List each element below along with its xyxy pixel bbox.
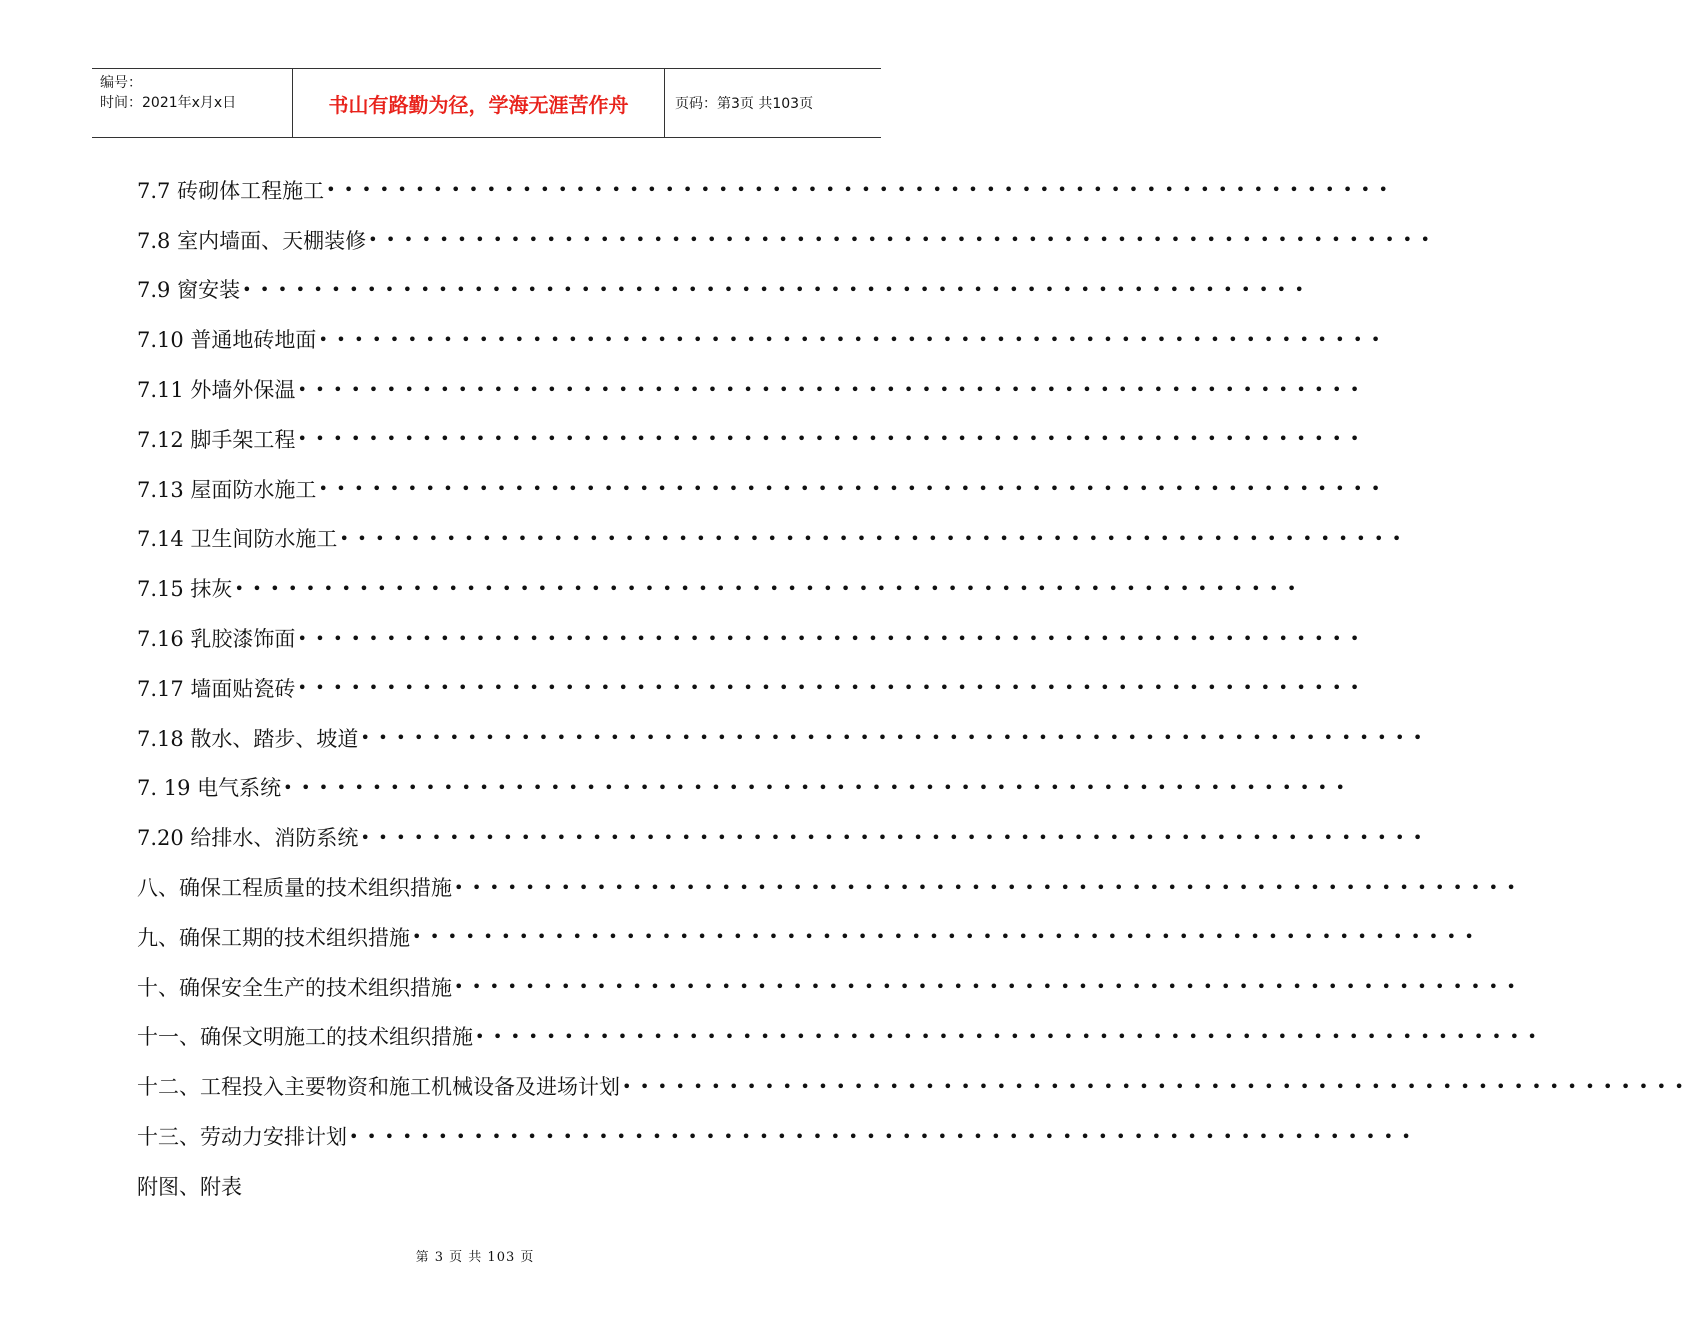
toc-entry (137, 613, 1368, 663)
toc-entry-label: 7.8 室内墙面、天棚装修 (137, 228, 367, 253)
toc-entry (137, 912, 1483, 962)
toc-entry-label: 7.18 散水、踏步、坡道 (137, 726, 359, 751)
toc-entry (137, 663, 1368, 713)
time-label: 时间：2021年x月x日 (100, 95, 237, 111)
header-meta (92, 69, 293, 137)
toc-dot-leader: •••••••••••••••••••••••••••••••••••••••••••••••••••••••••••• (297, 379, 1368, 399)
toc-entry (137, 265, 1313, 315)
toc-dot-leader: •••••••••••••••••••••••••••••••••••••••••••••••••••••••••••• (283, 777, 1354, 797)
number-label: 编号： (100, 75, 142, 91)
toc-entry (137, 414, 1368, 464)
toc-entry (137, 563, 1305, 613)
header-motto: 书山有路勤为径，学海无涯苦作舟 (293, 69, 665, 137)
toc-dot-leader: •••••••••••••••••••••••••••••••••••••••••••••••••••••••••••• (297, 429, 1368, 449)
page-footer: 第 3 页 共 103 页 (415, 1250, 535, 1265)
toc-entry-label: 十一、确保文明施工的技术组织措施 (137, 1025, 473, 1050)
toc-entry (137, 862, 1525, 912)
toc-entry-label: 7. 19 电气系统 (137, 776, 282, 801)
toc-dot-leader: •••••••••••••••••••••••••••••••••••••••••••••••••••••••••••• (349, 1126, 1420, 1146)
toc-entry-label: 7.10 普通地砖地面 (137, 328, 317, 353)
toc-dot-leader: •••••••••••••••••••••••••••••••••••••••••••••••••••••••••••• (475, 1026, 1546, 1046)
toc-entry (137, 812, 1431, 862)
toc-entry-label: 7.15 抹灰 (137, 577, 233, 602)
toc-dot-leader: •••••••••••••••••••••••••••••••••••••••••••••••••••••••••••• (454, 977, 1525, 997)
toc-entry (137, 962, 1525, 1012)
toc-dot-leader: •••••••••••••••••••••••••••••••••••••••••••••••••••••••••••• (368, 230, 1439, 250)
toc-entry-label: 7.13 屋面防水施工 (137, 477, 317, 502)
toc-dot-leader: •••••••••••••••••••••••••••••••••••••••••••••••••••••••••••• (412, 927, 1483, 947)
toc-entry-label: 八、确保工程质量的技术组织措施 (137, 876, 452, 901)
toc-entry-label: 7.9 窗安装 (137, 278, 241, 303)
toc-entry (137, 464, 1389, 514)
toc-entry-label: 7.16 乳胶漆饰面 (137, 627, 296, 652)
toc-entry-label: 九、确保工期的技术组织措施 (137, 925, 410, 950)
toc-dot-leader: •••••••••••••••••••••••••••••••••••••••••••••••••••••••••••• (318, 329, 1389, 349)
toc-entry-label: 7.20 给排水、消防系统 (137, 826, 359, 851)
toc-entry-label: 7.12 脚手架工程 (137, 427, 296, 452)
toc-entry (137, 763, 1354, 813)
toc-dot-leader: •••••••••••••••••••••••••••••••••••••••••••••••••••••••••••• (234, 578, 1305, 598)
toc-dot-leader: •••••••••••••••••••••••••••••••••••••••••••••••••••••••••••• (360, 728, 1431, 748)
toc-entry-label: 十三、劳动力安排计划 (137, 1125, 347, 1150)
toc-entry-label: 十、确保安全生产的技术组织措施 (137, 975, 452, 1000)
table-of-contents (137, 165, 1692, 1211)
toc-entry-label: 7.7 砖砌体工程施工 (137, 178, 325, 203)
toc-entry-label: 十二、工程投入主要物资和施工机械设备及进场计划 (137, 1075, 620, 1100)
toc-dot-leader: •••••••••••••••••••••••••••••••••••••••••••••••••••••••••••• (360, 827, 1431, 847)
page-header (92, 68, 881, 138)
toc-entry (137, 1012, 1546, 1062)
toc-entry (137, 713, 1431, 763)
header-page-info: 页码：第3页 共103页 (675, 96, 814, 112)
toc-dot-leader: •••••••••••••••••••••••••••••••••••••••••••••••••••••••••••• (318, 479, 1389, 499)
toc-dot-leader: •••••••••••••••••••••••••••••••••••••••••••••••••••••••••••• (326, 180, 1397, 200)
toc-dot-leader: •••••••••••••••••••••••••••••••••••••••••••••••••••••••••••• (454, 877, 1525, 897)
toc-entry (137, 215, 1439, 265)
toc-entry (137, 364, 1368, 414)
toc-entry-label: 7.17 墙面贴瓷砖 (137, 676, 296, 701)
toc-entry (137, 165, 1397, 215)
toc-dot-leader: •••••••••••••••••••••••••••••••••••••••••••••••••••••••••••• (339, 528, 1410, 548)
toc-dot-leader: •••••••••••••••••••••••••••••••••••••••••••••••••••••••••••• (297, 628, 1368, 648)
toc-entry (137, 1111, 1420, 1161)
toc-entry (137, 314, 1389, 364)
toc-entry (137, 1061, 1692, 1111)
toc-dot-leader: •••••••••••••••••••••••••••••••••••••••••••••••••••••••••••• (622, 1076, 1692, 1096)
toc-entry (137, 514, 1410, 564)
toc-dot-leader: •••••••••••••••••••••••••••••••••••••••••••••••••••••••••••• (242, 279, 1313, 299)
toc-entry-label: 7.14 卫生间防水施工 (137, 527, 338, 552)
toc-entry-label: 7.11 外墙外保温 (137, 378, 296, 403)
toc-entry-label: 附图、附表 (137, 1174, 242, 1199)
toc-dot-leader: •••••••••••••••••••••••••••••••••••••••••••••••••••••••••••• (297, 678, 1368, 698)
toc-entry (137, 1161, 827, 1211)
